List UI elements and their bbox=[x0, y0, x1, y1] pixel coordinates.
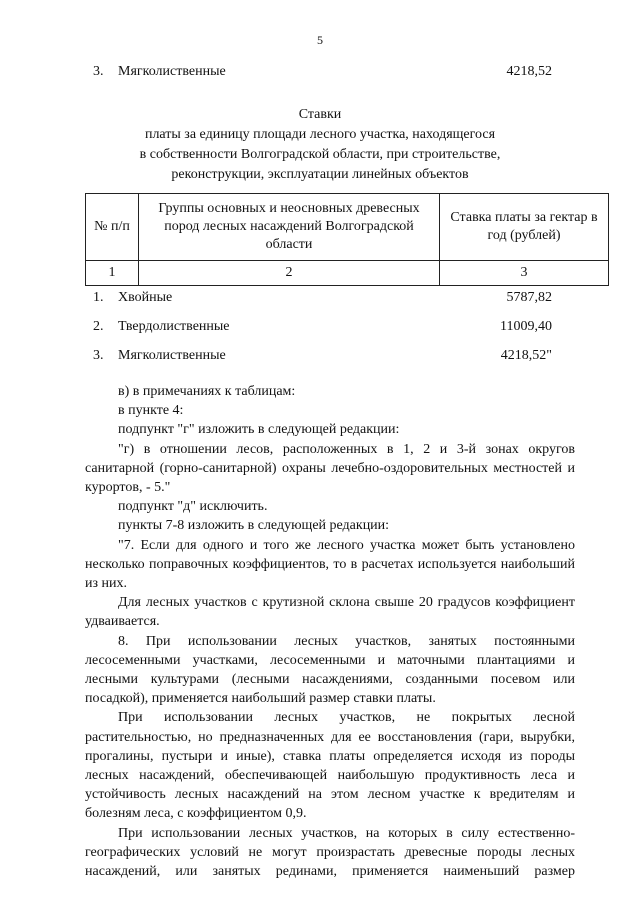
numbering-cell: 1 bbox=[86, 261, 139, 286]
row-number: 2. bbox=[93, 319, 104, 334]
row-value: 4218,52 bbox=[506, 64, 552, 79]
row-number: 3. bbox=[93, 348, 104, 363]
header-number: № п/п bbox=[86, 194, 139, 261]
row-name: Мягколиственные bbox=[118, 64, 226, 79]
paragraph: в пункте 4: bbox=[118, 403, 184, 419]
rates-table-header bbox=[85, 193, 609, 286]
title-line: в собственности Волгоградской области, при строительстве, bbox=[139, 147, 501, 162]
row-value: 4218,52" bbox=[500, 348, 552, 363]
numbering-cell: 3 bbox=[440, 261, 609, 286]
paragraph: При использовании лесных участков, не покрытых лесной растительностью, но предназначенных для ее восстановления (гари, вырубки, прогалины, пустыри и иные), ставка платы определяется исходя из породы лесных насаждений, обеспечивающей наибольшую продуктивность леса и устойчивость лесных насаждений на этом лесном участке к вредителям и болезням леса, с коэффициентом 0,9. bbox=[85, 710, 575, 822]
paragraph: подпункт "д" исключить. bbox=[118, 499, 268, 515]
numbering-cell: 2 bbox=[139, 261, 440, 286]
paragraph: подпункт "г" изложить в следующей редакции: bbox=[118, 422, 400, 438]
table-row bbox=[0, 290, 640, 319]
rates-title bbox=[0, 105, 640, 185]
row-value: 11009,40 bbox=[500, 319, 552, 334]
paragraph: "7. Если для одного и того же лесного участка может быть установлено несколько поправочных коэффициентов, то в расчетах используется наибольший из них. bbox=[85, 537, 575, 592]
row-number: 3. bbox=[93, 64, 104, 79]
paragraph: "г) в отношении лесов, расположенных в 1, 2 и 3-й зонах округов санитарной (горно-санитарной) охраны лечебно-оздоровительных местностей и курортов, - 5." bbox=[85, 441, 575, 496]
paragraph: При использовании лесных участков, на которых в силу естественно-географических условий не могут произрастать древесные породы лесных насаждений, или занятых рединами, применяется наименьший размер bbox=[85, 825, 575, 880]
table-header-row bbox=[86, 194, 609, 261]
header-species-group: Группы основных и неосновных древесных пород лесных насаждений Волгоградской области bbox=[139, 194, 440, 261]
row-value: 5787,82 bbox=[506, 290, 552, 305]
row-name: Мягколиственные bbox=[118, 348, 226, 363]
paragraph: Для лесных участков с крутизной склона свыше 20 градусов коэффициент удваивается. bbox=[85, 595, 575, 630]
paragraph: 8. При использовании лесных участков, занятых постоянными лесосеменными участками, лесосеменными и маточными плантациями и лесными культурами (лесными насаждениями, созданными посевом или посадкой), применяется наибольший размер ставки платы. bbox=[85, 633, 575, 707]
title-line: реконструкции, эксплуатации линейных объектов bbox=[171, 167, 469, 182]
page-number: 5 bbox=[317, 33, 323, 47]
row-name: Хвойные bbox=[118, 290, 173, 305]
title-heading: Ставки bbox=[298, 107, 342, 122]
paragraph: в) в примечаниях к таблицам: bbox=[118, 384, 296, 399]
paragraph: пункты 7-8 изложить в следующей редакции: bbox=[118, 518, 390, 534]
table-numbering-row bbox=[86, 261, 609, 286]
row-number: 1. bbox=[93, 290, 104, 305]
rates-rows bbox=[0, 290, 640, 377]
row-name: Твердолиственные bbox=[118, 319, 230, 334]
table-row bbox=[0, 348, 640, 377]
header-rate: Ставка платы за гектар в год (рублей) bbox=[440, 194, 609, 261]
title-line: платы за единицу площади лесного участка, находящегося bbox=[144, 127, 496, 142]
amendment-text bbox=[85, 382, 575, 881]
table-row bbox=[0, 319, 640, 348]
